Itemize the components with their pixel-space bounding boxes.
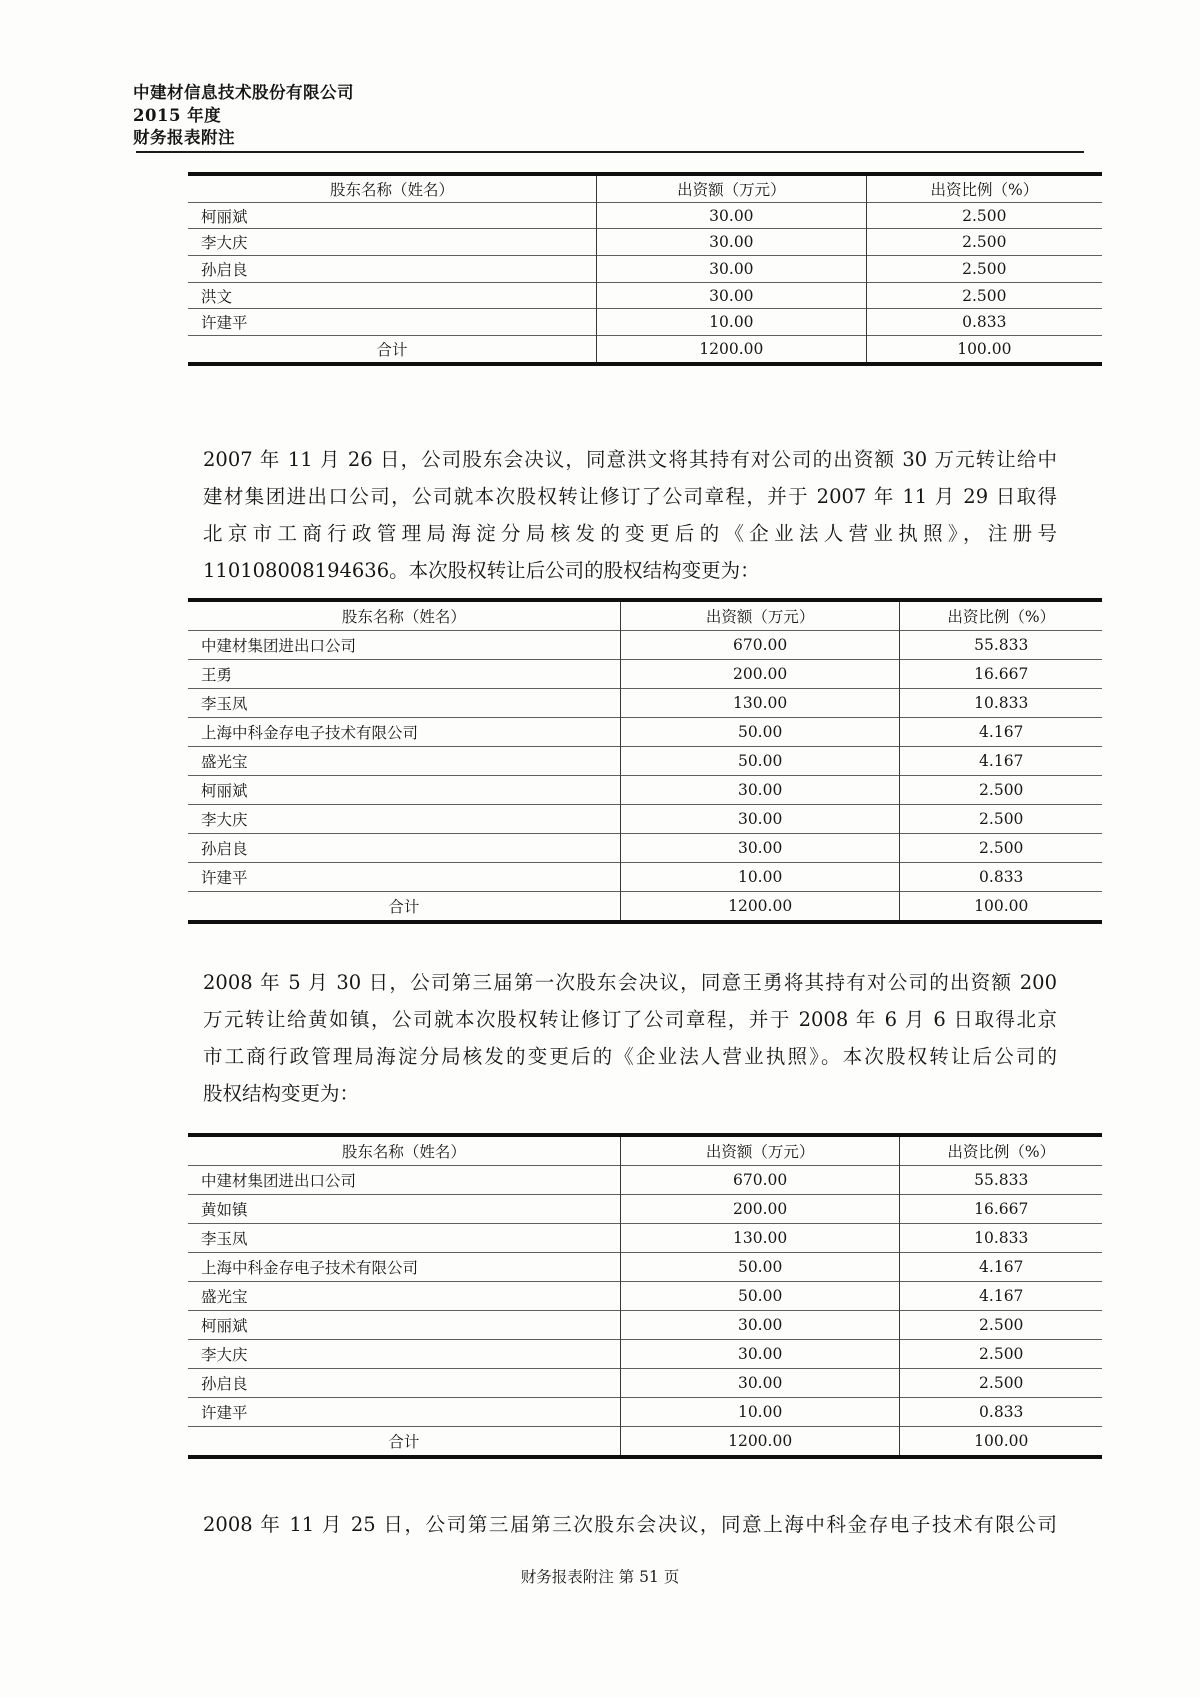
shareholder-name-cell: 柯丽斌 — [188, 202, 597, 229]
contribution-ratio-cell: 10.833 — [900, 689, 1102, 718]
paragraph-line: 2007 年 11 月 26 日，公司股东会决议，同意洪文将其持有对公司的出资额 30 万元转让给中 — [203, 448, 1057, 471]
table-row — [188, 834, 1102, 863]
shareholder-name-cell: 许建平 — [188, 1398, 620, 1427]
contribution-amount-cell: 30.00 — [620, 776, 900, 805]
col-header-contribution-amount: 出资额（万元） — [620, 600, 900, 631]
contribution-ratio-cell: 2.500 — [866, 229, 1102, 256]
contribution-ratio-cell: 2.500 — [900, 1340, 1102, 1369]
contribution-ratio-cell: 0.833 — [900, 1398, 1102, 1427]
contribution-ratio-cell: 4.167 — [900, 747, 1102, 776]
shareholder-name-cell: 洪文 — [188, 282, 597, 309]
table-row — [188, 718, 1102, 747]
shareholder-name-cell: 黄如镇 — [188, 1195, 620, 1224]
shareholder-table-3 — [188, 1133, 1102, 1459]
paragraph-2007-transfer — [203, 441, 1057, 589]
contribution-amount-cell: 130.00 — [620, 689, 900, 718]
contribution-ratio-cell: 0.833 — [866, 309, 1102, 336]
contribution-amount-cell: 50.00 — [620, 747, 900, 776]
contribution-amount-cell: 50.00 — [620, 1253, 900, 1282]
contribution-amount-cell: 30.00 — [620, 1369, 900, 1398]
shareholder-name-cell: 李大庆 — [188, 229, 597, 256]
table-row — [188, 1311, 1102, 1340]
col-header-contribution-ratio: 出资比例（%） — [866, 174, 1102, 202]
table-row — [188, 1369, 1102, 1398]
contribution-ratio-cell: 16.667 — [900, 660, 1102, 689]
paragraph-line: 2008 年 11 月 25 日，公司第三届第三次股东会决议，同意上海中科金存电子技术有限公司 — [203, 1513, 1057, 1536]
contribution-amount-cell: 1200.00 — [597, 336, 867, 364]
contribution-amount-cell: 30.00 — [597, 229, 867, 256]
shareholder-name-cell: 许建平 — [188, 863, 620, 892]
document-header — [133, 82, 354, 150]
shareholder-name-cell: 孙启良 — [188, 1369, 620, 1398]
contribution-ratio-cell: 4.167 — [900, 1282, 1102, 1311]
paragraph-line: 万元转让给黄如镇，公司就本次股权转让修订了公司章程，并于 2008 年 6 月 6 日取得北京 — [203, 1008, 1057, 1031]
col-header-contribution-amount: 出资额（万元） — [597, 174, 867, 202]
table-row — [188, 776, 1102, 805]
contribution-amount-cell: 200.00 — [620, 1195, 900, 1224]
contribution-amount-cell: 30.00 — [597, 202, 867, 229]
contribution-ratio-cell: 2.500 — [900, 1311, 1102, 1340]
shareholder-name-cell: 李玉凤 — [188, 689, 620, 718]
contribution-ratio-cell: 10.833 — [900, 1224, 1102, 1253]
shareholder-name-cell: 合计 — [188, 1427, 620, 1458]
contribution-amount-cell: 10.00 — [597, 309, 867, 336]
table-row — [188, 1398, 1102, 1427]
col-header-contribution-amount: 出资额（万元） — [620, 1135, 900, 1166]
contribution-amount-cell: 130.00 — [620, 1224, 900, 1253]
contribution-amount-cell: 30.00 — [597, 256, 867, 283]
table-row — [188, 202, 1102, 229]
shareholder-name-cell: 许建平 — [188, 309, 597, 336]
contribution-amount-cell: 50.00 — [620, 1282, 900, 1311]
contribution-amount-cell: 30.00 — [620, 1311, 900, 1340]
col-header-shareholder-name: 股东名称（姓名） — [341, 608, 466, 626]
contribution-ratio-cell: 0.833 — [900, 863, 1102, 892]
contribution-ratio-cell: 2.500 — [866, 202, 1102, 229]
table-row — [188, 282, 1102, 309]
table-row — [188, 660, 1102, 689]
contribution-ratio-cell: 2.500 — [900, 776, 1102, 805]
table-row — [188, 1195, 1102, 1224]
col-header-contribution-ratio: 出资比例（%） — [900, 1135, 1102, 1166]
col-header-contribution-ratio: 出资比例（%） — [900, 600, 1102, 631]
table-row — [188, 805, 1102, 834]
report-year: 2015 年度 — [133, 105, 222, 125]
table-header-row — [188, 174, 1102, 202]
contribution-ratio-cell: 100.00 — [900, 1427, 1102, 1458]
contribution-ratio-cell: 2.500 — [900, 805, 1102, 834]
contribution-ratio-cell: 16.667 — [900, 1195, 1102, 1224]
shareholder-name-cell: 李大庆 — [188, 1340, 620, 1369]
paragraph-line: 建材集团进出口公司，公司就本次股权转让修订了公司章程，并于 2007 年 11 月 29 日取得 — [203, 485, 1057, 508]
contribution-ratio-cell: 100.00 — [866, 336, 1102, 364]
table-row — [188, 229, 1102, 256]
table-row — [188, 1253, 1102, 1282]
table-row — [188, 631, 1102, 660]
shareholder-name-cell: 王勇 — [188, 660, 620, 689]
contribution-amount-cell: 1200.00 — [620, 1427, 900, 1458]
shareholder-name-cell: 盛光宝 — [188, 747, 620, 776]
contribution-amount-cell: 10.00 — [620, 1398, 900, 1427]
shareholder-name-cell: 合计 — [188, 336, 597, 364]
contribution-amount-cell: 1200.00 — [620, 892, 900, 923]
shareholder-table-2 — [188, 598, 1102, 924]
paragraph-2008-may-transfer — [203, 964, 1057, 1112]
paragraph-line: 市工商行政管理局海淀分局核发的变更后的《企业法人营业执照》。本次股权转让后公司的 — [203, 1045, 1057, 1068]
contribution-ratio-cell: 2.500 — [866, 256, 1102, 283]
contribution-ratio-cell: 55.833 — [900, 631, 1102, 660]
table-header-row — [188, 1135, 1102, 1166]
contribution-amount-cell: 200.00 — [620, 660, 900, 689]
contribution-ratio-cell: 2.500 — [866, 282, 1102, 309]
table-row — [188, 309, 1102, 336]
shareholder-table-3-grid — [188, 1133, 1102, 1459]
footer-text: 财务报表附注 第 51 页 — [520, 1568, 680, 1586]
table-row — [188, 1340, 1102, 1369]
table-row — [188, 1166, 1102, 1195]
contribution-amount-cell: 670.00 — [620, 631, 900, 660]
table-row — [188, 689, 1102, 718]
shareholder-name-cell: 孙启良 — [188, 256, 597, 283]
table-row — [188, 1282, 1102, 1311]
table-total-row — [188, 1427, 1102, 1458]
contribution-ratio-cell: 55.833 — [900, 1166, 1102, 1195]
shareholder-name-cell: 上海中科金存电子技术有限公司 — [188, 1253, 620, 1282]
table-header-row — [188, 600, 1102, 631]
shareholder-name-cell: 中建材集团进出口公司 — [188, 1166, 620, 1195]
paragraph-2008-nov-transfer — [203, 1506, 1057, 1543]
shareholder-table-1-grid — [188, 172, 1102, 366]
shareholder-name-cell: 孙启良 — [188, 834, 620, 863]
shareholder-name-cell: 盛光宝 — [188, 1282, 620, 1311]
table-row — [188, 747, 1102, 776]
table-total-row — [188, 892, 1102, 923]
contribution-amount-cell: 30.00 — [620, 834, 900, 863]
shareholder-name-cell: 中建材集团进出口公司 — [188, 631, 620, 660]
contribution-ratio-cell: 2.500 — [900, 1369, 1102, 1398]
paragraph-line: 股权结构变更为： — [203, 1082, 360, 1105]
shareholder-name-cell: 李大庆 — [188, 805, 620, 834]
col-header-shareholder-name: 股东名称（姓名） — [330, 180, 455, 199]
table-row — [188, 256, 1102, 283]
shareholder-table-1 — [188, 172, 1102, 366]
col-header-shareholder-name: 股东名称（姓名） — [341, 1143, 466, 1161]
document-title: 财务报表附注 — [133, 128, 235, 147]
contribution-amount-cell: 10.00 — [620, 863, 900, 892]
shareholder-name-cell: 李玉凤 — [188, 1224, 620, 1253]
shareholder-name-cell: 上海中科金存电子技术有限公司 — [188, 718, 620, 747]
contribution-ratio-cell: 4.167 — [900, 1253, 1102, 1282]
contribution-amount-cell: 670.00 — [620, 1166, 900, 1195]
paragraph-line: 北京市工商行政管理局海淀分局核发的变更后的《企业法人营业执照》，注册号 — [203, 522, 1057, 545]
shareholder-table-2-grid — [188, 598, 1102, 924]
contribution-ratio-cell: 2.500 — [900, 834, 1102, 863]
shareholder-name-cell: 合计 — [188, 892, 620, 923]
page-footer — [0, 1565, 1200, 1587]
paragraph-line: 110108008194636。本次股权转让后公司的股权结构变更为： — [203, 559, 760, 582]
contribution-amount-cell: 30.00 — [620, 805, 900, 834]
contribution-ratio-cell: 4.167 — [900, 718, 1102, 747]
contribution-amount-cell: 30.00 — [597, 282, 867, 309]
contribution-ratio-cell: 100.00 — [900, 892, 1102, 923]
shareholder-name-cell: 柯丽斌 — [188, 1311, 620, 1340]
table-row — [188, 1224, 1102, 1253]
shareholder-name-cell: 柯丽斌 — [188, 776, 620, 805]
table-total-row — [188, 336, 1102, 364]
paragraph-line: 2008 年 5 月 30 日，公司第三届第一次股东会决议，同意王勇将其持有对公司的出资额 200 — [203, 971, 1057, 994]
company-name: 中建材信息技术股份有限公司 — [133, 83, 354, 102]
table-row — [188, 863, 1102, 892]
contribution-amount-cell: 50.00 — [620, 718, 900, 747]
contribution-amount-cell: 30.00 — [620, 1340, 900, 1369]
header-divider — [136, 151, 1084, 153]
